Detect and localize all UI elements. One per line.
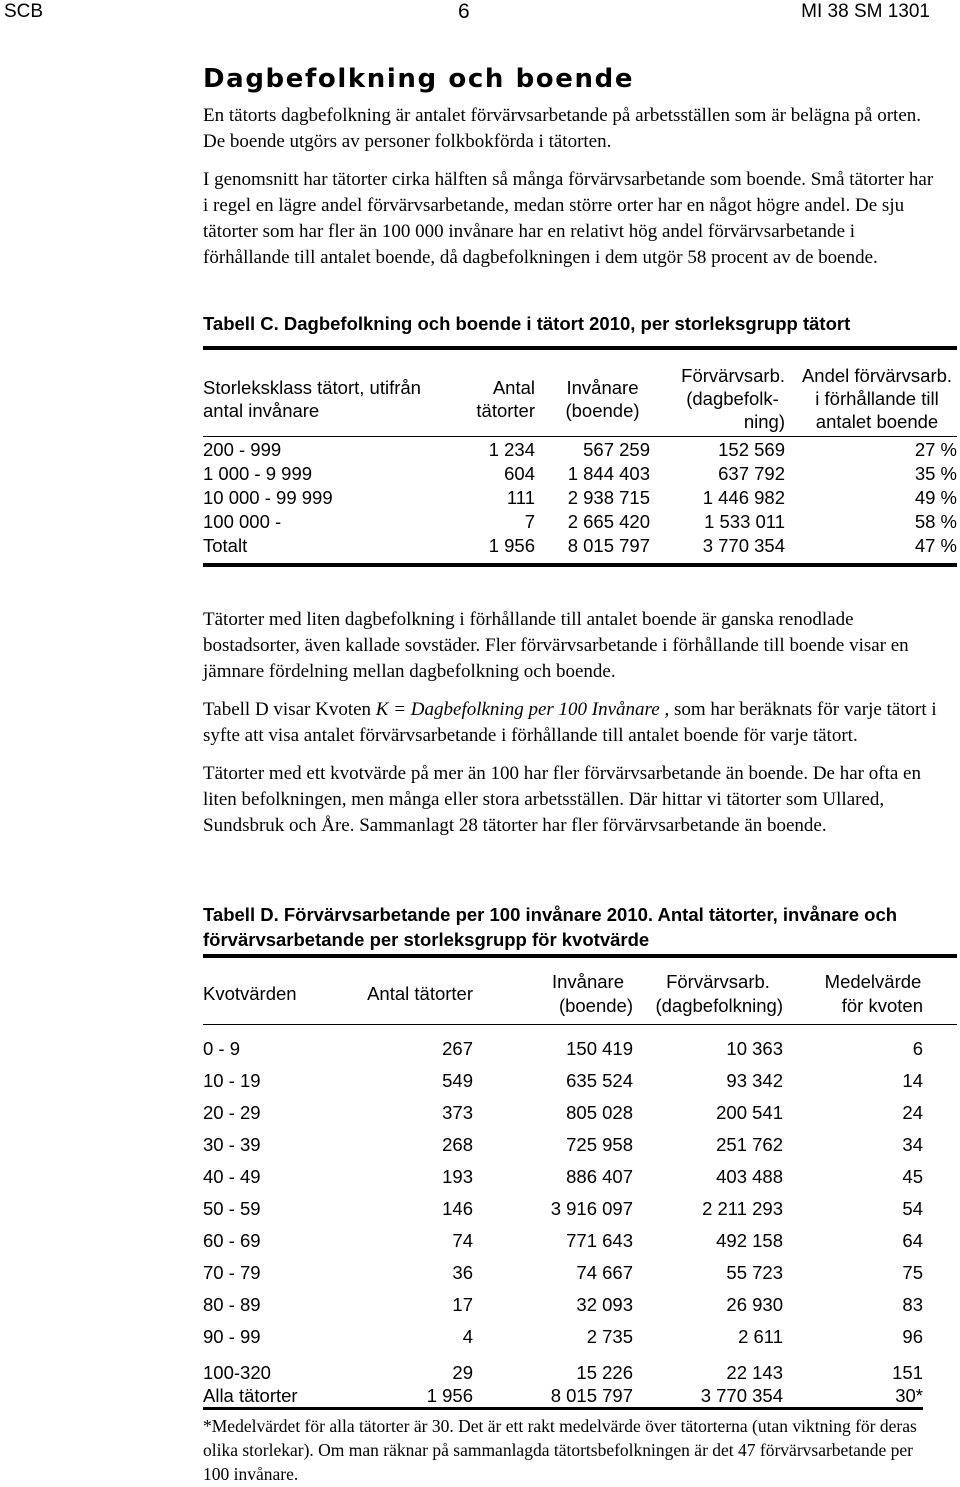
cell: 36 bbox=[452, 1262, 473, 1283]
col-header-daytime-pop: Förvärvsarb. (dagbefolkning) bbox=[655, 971, 783, 1016]
cell: 26 930 bbox=[726, 1294, 783, 1315]
cell: 50 - 59 bbox=[203, 1198, 261, 1219]
cell: 373 bbox=[442, 1102, 473, 1123]
table-row bbox=[203, 438, 957, 462]
paragraph: Tätorter med ett kvotvärde på mer än 100 har fler förvärvsarbetande än boende. De har ofta en liten befolkningen, men många eller stora arbetsställen. Där hittar vi tätorter som Ullared, Sundsbruk och Åre. Sammanlagt 28 tätorter har fler förvärvsarbetande än boende. bbox=[203, 763, 921, 836]
cell: 7 bbox=[524, 511, 535, 532]
table-d-footnote: *Medelvärdet för alla tätorter är 30. Det är ett rakt medelvärde över tätorterna (utan viktning för deras olika storlekar). Om man räknar på sammanlagda tätortsbefolkningen är det 47 förvärvsarbetande per 100 invånare. bbox=[203, 1416, 917, 1484]
table-row bbox=[203, 1033, 923, 1065]
cell: 1 446 982 bbox=[702, 487, 785, 508]
table-c-top-rule bbox=[203, 346, 957, 350]
cell: 193 bbox=[442, 1166, 473, 1187]
table-row-total bbox=[203, 534, 957, 558]
cell: 55 723 bbox=[726, 1262, 783, 1283]
cell: 635 524 bbox=[566, 1070, 633, 1091]
table-c-header bbox=[203, 364, 957, 433]
table-row bbox=[203, 462, 957, 486]
cell: 80 - 89 bbox=[203, 1294, 261, 1315]
cell: 403 488 bbox=[716, 1166, 783, 1187]
cell: 60 - 69 bbox=[203, 1230, 261, 1251]
cell: 637 792 bbox=[718, 463, 785, 484]
header-agency: SCB bbox=[4, 1, 44, 22]
cell: 2 665 420 bbox=[567, 511, 650, 532]
cell: 90 - 99 bbox=[203, 1326, 261, 1347]
table-row bbox=[203, 510, 957, 534]
table-d-header-row bbox=[203, 970, 923, 1018]
paragraph: I genomsnitt har tätorter cirka hälften så många förvärvsarbetande som boende. Små tätorter har i regel en lägre andel förvärvsarbetande, medan större orter har en något högre andel. De sju tätorter som har fler än 100 000 invånare har en relativt hög andel förvärvsarbetande i förhållande till antalet boende, då dagbefolkningen i dem utgör 58 procent av de boende. bbox=[203, 169, 934, 268]
table-c-caption: Tabell C. Dagbefolkning och boende i tätort 2010, per storleksgrupp tätort bbox=[203, 313, 851, 334]
cell: 58 % bbox=[914, 511, 957, 532]
cell: 267 bbox=[442, 1038, 473, 1059]
cell: 251 762 bbox=[716, 1134, 783, 1155]
cell: 30 - 39 bbox=[203, 1134, 261, 1155]
cell: 1 956 bbox=[488, 535, 535, 556]
cell: 100 000 - bbox=[203, 511, 282, 532]
table-row bbox=[203, 1193, 923, 1225]
cell: 111 bbox=[506, 487, 535, 508]
cell: 1 533 011 bbox=[704, 511, 785, 532]
cell: Totalt bbox=[203, 535, 248, 556]
table-c-bottom-rule bbox=[203, 563, 957, 567]
cell: 29 bbox=[452, 1362, 473, 1383]
cell: 8 015 797 bbox=[550, 1385, 633, 1406]
col-header-ratio: Kvotvärden bbox=[203, 983, 297, 1004]
cell: 15 226 bbox=[576, 1362, 633, 1383]
cell: 10 - 19 bbox=[203, 1070, 261, 1091]
table-c-body bbox=[203, 438, 957, 558]
col-header-residents: Invånare (boende) bbox=[552, 971, 633, 1016]
cell: 3 916 097 bbox=[550, 1198, 633, 1219]
cell: 100-320 bbox=[203, 1362, 271, 1383]
cell: 3 770 354 bbox=[702, 535, 785, 556]
paragraph: Tätorter med liten dagbefolkning i förhållande till antalet boende är ganska renodlade bostadsorter, även kallade sovstäder. Fler förvärvsarbetande i förhållande till boende visar en jämnare fördelning mellan dagbefolkning och boende. bbox=[203, 609, 909, 682]
cell: 32 093 bbox=[576, 1294, 633, 1315]
cell: 45 bbox=[902, 1166, 923, 1187]
table-d-body bbox=[203, 1033, 923, 1408]
cell: 70 - 79 bbox=[203, 1262, 261, 1283]
table-row bbox=[203, 1129, 923, 1161]
cell: 54 bbox=[902, 1198, 923, 1219]
cell: 64 bbox=[902, 1230, 923, 1251]
table-c bbox=[203, 364, 957, 433]
formula: K = Dagbefolkning per 100 Invånare bbox=[375, 699, 660, 720]
cell: 152 569 bbox=[718, 439, 785, 460]
cell: 27 % bbox=[914, 439, 957, 460]
table-d-bottom-rule bbox=[203, 1407, 923, 1410]
col-header-residents: Invånare (boende) bbox=[565, 376, 640, 421]
col-header-share: Andel förvärvsarb. i förhållande till antalet boende bbox=[801, 365, 953, 432]
cell: 75 bbox=[902, 1262, 923, 1283]
discussion-text bbox=[203, 607, 943, 851]
table-row-total bbox=[203, 1384, 923, 1408]
cell: 2 211 293 bbox=[702, 1198, 783, 1219]
cell: Alla tätorter bbox=[203, 1385, 298, 1406]
cell: 3 770 354 bbox=[700, 1385, 783, 1406]
cell: 2 611 bbox=[738, 1326, 783, 1347]
cell: 10 363 bbox=[726, 1038, 783, 1059]
cell: 1 956 bbox=[426, 1385, 473, 1406]
col-header-mean: Medelvärde för kvoten bbox=[824, 971, 923, 1016]
intro-text bbox=[203, 103, 943, 283]
table-row bbox=[203, 1353, 923, 1384]
paragraph-formula: Tabell D visar Kvoten K = Dagbefolkning per 100 Invånare , som har beräknats för varje tätort i syfte att visa antalet förvärvsarbetande i förhållande till antalet boende för varje tätort. bbox=[203, 699, 937, 746]
cell: 83 bbox=[902, 1294, 923, 1315]
cell: 604 bbox=[504, 463, 535, 484]
cell: 567 259 bbox=[583, 439, 650, 460]
table-d-top-rule bbox=[203, 954, 957, 958]
table-row bbox=[203, 1289, 923, 1321]
cell: 35 % bbox=[914, 463, 957, 484]
table-d-caption: Tabell D. Förvärvsarbetande per 100 invånare 2010. Antal tätorter, invånare och förvärvsarbetande per storleksgrupp för kvotvärde bbox=[203, 904, 898, 950]
table-c-header-rule bbox=[203, 436, 957, 437]
section-title: Dagbefolkning och boende bbox=[203, 64, 635, 94]
page-number: 6 bbox=[458, 0, 470, 23]
col-header-count: Antal tätorter bbox=[367, 983, 473, 1004]
cell: 1 844 403 bbox=[567, 463, 650, 484]
cell: 10 000 - 99 999 bbox=[203, 487, 333, 508]
cell: 805 028 bbox=[566, 1102, 633, 1123]
table-d-header bbox=[203, 970, 923, 1018]
cell: 34 bbox=[902, 1134, 923, 1155]
cell: 22 143 bbox=[726, 1362, 783, 1383]
col-header-size-class: Storleksklass tätort, utifrån antal invånare bbox=[203, 376, 421, 421]
table-row bbox=[203, 486, 957, 510]
cell: 725 958 bbox=[566, 1134, 633, 1155]
col-header-daytime-pop: Förvärvsarb. (dagbefolk- ning) bbox=[681, 365, 785, 432]
cell: 40 - 49 bbox=[203, 1166, 261, 1187]
cell: 146 bbox=[442, 1198, 473, 1219]
cell: 549 bbox=[442, 1070, 473, 1091]
table-row bbox=[203, 1321, 923, 1353]
cell: 151 bbox=[892, 1362, 923, 1383]
paragraph: En tätorts dagbefolkning är antalet förvärvsarbetande på arbetsställen som är belägna på orten. De boende utgörs av personer folkbokförda i tätorten. bbox=[203, 105, 922, 152]
cell: 4 bbox=[462, 1326, 473, 1347]
cell: 93 342 bbox=[726, 1070, 783, 1091]
table-row bbox=[203, 1257, 923, 1289]
cell: 200 541 bbox=[716, 1102, 783, 1123]
cell: 96 bbox=[902, 1326, 923, 1347]
cell: 1 000 - 9 999 bbox=[203, 463, 313, 484]
table-row bbox=[203, 1065, 923, 1097]
cell: 200 - 999 bbox=[203, 439, 282, 460]
header-publication-id: MI 38 SM 1301 bbox=[801, 1, 930, 22]
cell: 17 bbox=[452, 1294, 473, 1315]
cell: 47 % bbox=[914, 535, 957, 556]
cell: 74 bbox=[452, 1230, 473, 1251]
cell: 30* bbox=[895, 1385, 923, 1406]
cell: 20 - 29 bbox=[203, 1102, 261, 1123]
cell: 6 bbox=[912, 1038, 923, 1059]
table-d-header-rule bbox=[203, 1024, 957, 1025]
cell: 2 938 715 bbox=[567, 487, 650, 508]
cell: 2 735 bbox=[586, 1326, 633, 1347]
cell: 886 407 bbox=[566, 1166, 633, 1187]
cell: 14 bbox=[902, 1070, 923, 1091]
cell: 1 234 bbox=[488, 439, 535, 460]
table-row bbox=[203, 1225, 923, 1257]
cell: 492 158 bbox=[716, 1230, 783, 1251]
cell: 49 % bbox=[914, 487, 957, 508]
cell: 150 419 bbox=[566, 1038, 633, 1059]
cell: 24 bbox=[902, 1102, 923, 1123]
table-row bbox=[203, 1097, 923, 1129]
table-row bbox=[203, 1161, 923, 1193]
cell: 0 - 9 bbox=[203, 1038, 241, 1059]
cell: 268 bbox=[442, 1134, 473, 1155]
cell: 8 015 797 bbox=[567, 535, 650, 556]
cell: 771 643 bbox=[566, 1230, 633, 1251]
cell: 74 667 bbox=[576, 1262, 633, 1283]
col-header-count: Antal tätorter bbox=[476, 376, 535, 421]
